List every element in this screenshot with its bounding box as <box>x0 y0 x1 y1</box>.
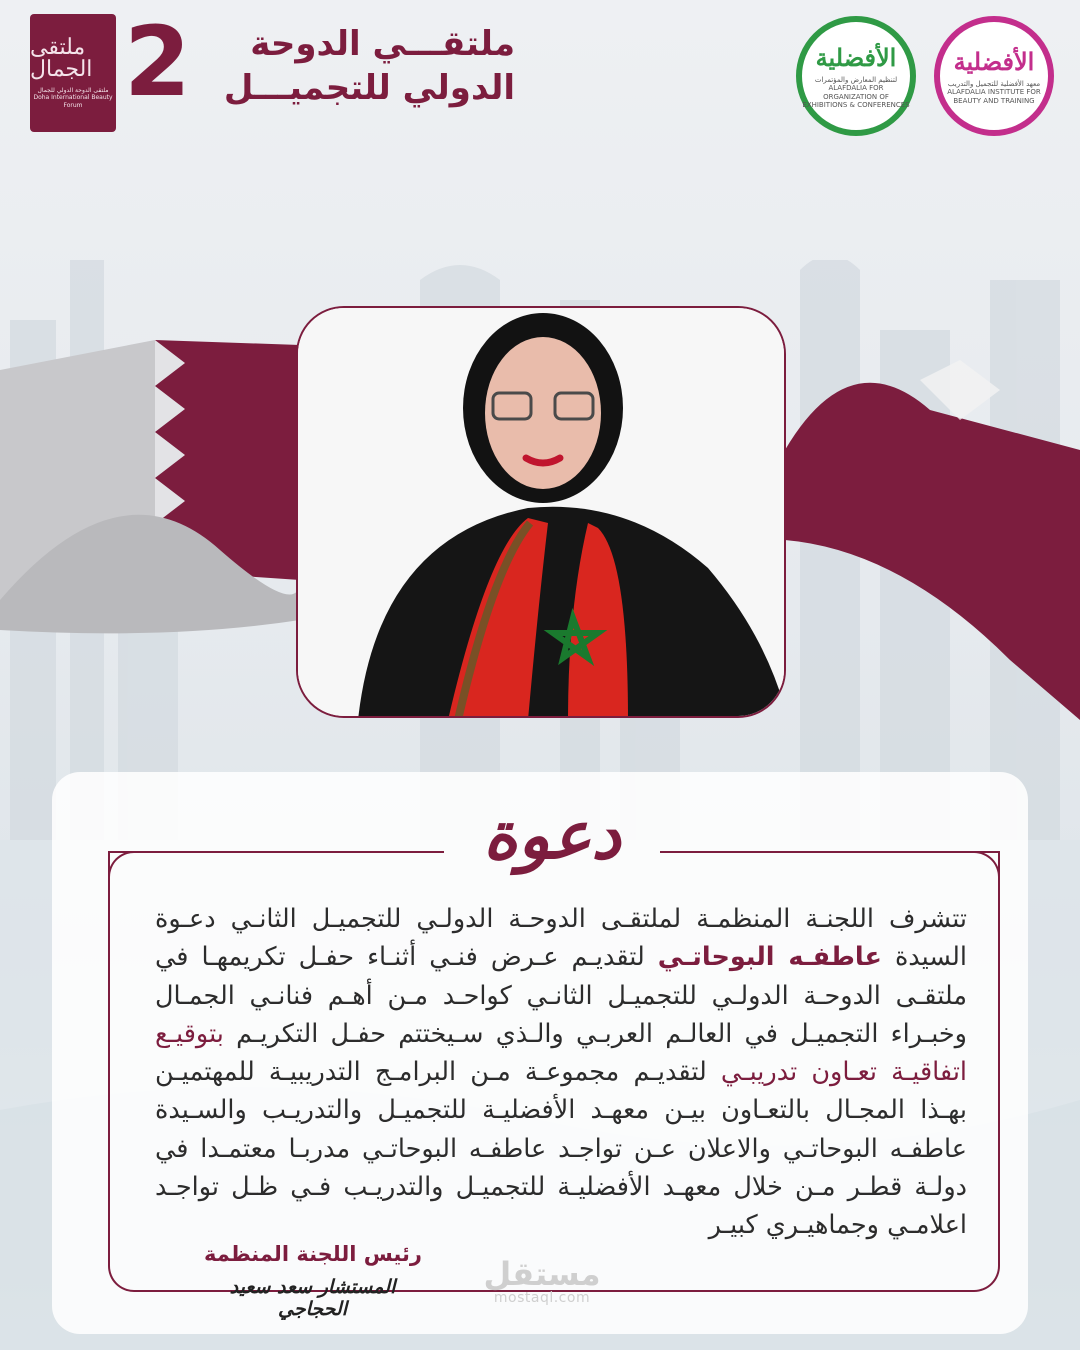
body-middle: لتقديـم عـرض فنـي أثنـاء حفـل تكريمهـا في ملتقـى الدوحـة الدولـي للتجميـل الثانـي كواحـد مـن أهـم فنانـي الجمـال وخبـراء التجميـل في العالـم العربـي والـذي سـيختتم حفـل التكريـم <box>155 942 967 1049</box>
body-opening: تتشرف اللجنـة المنظمـة لملتقـى الدوحـة الدولـي للتجميـل الثانـي دعـوة السيدة <box>155 904 967 973</box>
edition-number: 2 <box>124 6 191 118</box>
mostaql-watermark <box>468 1255 616 1306</box>
heading-rule-right <box>660 851 1000 853</box>
forum-logo <box>30 14 116 132</box>
forum-logo-mark: ملتقى الجمال <box>30 35 93 83</box>
signature-name: المستشار سعد سعيد الحجاجي <box>229 1276 396 1320</box>
partner-events-subtitle: لتنظيم المعارض والمؤتمرات ALAFDALIA FOR ORGANIZATION OF EXHIBITIONS & CONFERENCES <box>802 75 910 109</box>
honoree-portrait <box>298 308 786 718</box>
partner-logo-institute <box>934 16 1054 136</box>
watermark-latin: mostaql.com <box>493 1290 591 1306</box>
partner-institute-name: الأفضلية <box>953 46 1035 76</box>
event-title-line-2: الدولي للتجميـــل <box>223 68 515 109</box>
partner-events-name: الأفضلية <box>815 42 897 72</box>
partner-logo-events <box>796 16 916 136</box>
event-title <box>195 22 515 110</box>
agreement-highlight: بتوقيـع اتفاقيـة تعـاون تدريبـي <box>155 1018 967 1088</box>
heading-rule-left <box>108 851 444 853</box>
invitation-body <box>155 900 967 1245</box>
partner-institute-subtitle: معهد الأفضلية للتجميل والتدريب ALAFDALIA INSTITUTE FOR BEAUTY AND TRAINING <box>947 79 1041 105</box>
honoree-photo-frame <box>296 306 786 718</box>
invitation-heading: دعوة <box>483 796 621 874</box>
watermark-arabic: مستقل <box>483 1255 601 1293</box>
body-closing: لتقديـم مجموعـة مـن البرامـج التدريبيـة للمهتميـن بهـذا المجـال بالتعـاون بيـن معهـد الأفضليـة للتجميـل والتدريـب والسـيدة عاطفـه البوحاتـي والاعلان عـن تواجـد عاطفـه البوحاتـي مدربـا معتمـدا في دولـة قطـر مـن خلال معهـد الأفضليـة للتجميـل والتدريـب فـي ظـل تواجـد اعلامـي وجماهيـري كبيـر <box>155 1057 967 1241</box>
forum-logo-caption: ملتقى الدوحة الدولي للجمال Doha International Beauty Forum <box>33 87 113 109</box>
event-title-line-1: ملتقـــي الدوحة <box>250 24 515 64</box>
signature-title: رئيس اللجنة المنظمة <box>204 1242 422 1266</box>
honoree-name: عاطفـه البوحاتـي <box>657 942 882 973</box>
